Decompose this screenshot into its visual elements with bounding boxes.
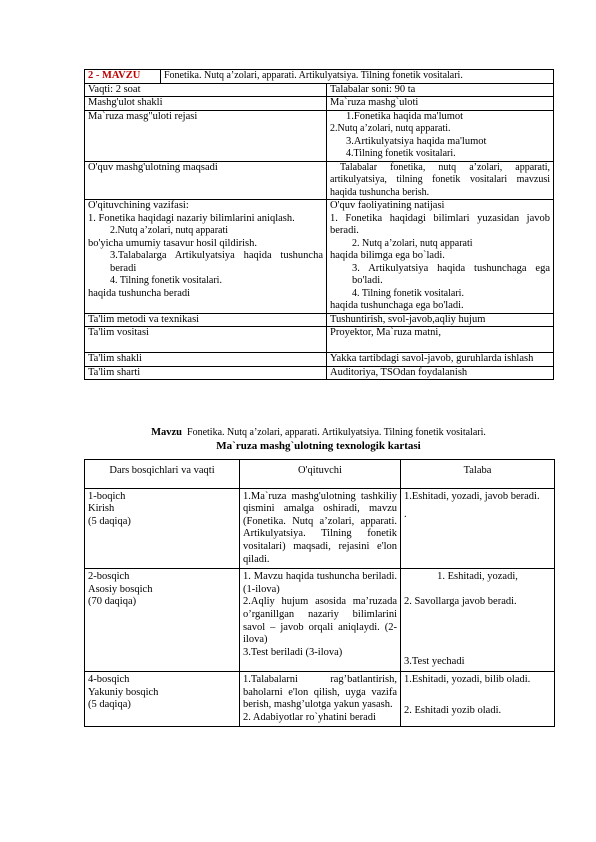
tech-map-row	[85, 569, 555, 672]
plan-item: 3.Artikulyatsiya haqida ma'lumot	[346, 135, 487, 147]
teacher-line: 1.Talabalarni rag’batlantirish, baholarni e'lon qilish, uyga vazifa berish, mashg’ulotga yakun yasash.	[243, 673, 397, 711]
plan-item: 2.Nutq a’zolari, nutq apparati.	[330, 123, 451, 134]
student-line: 1.Eshitadi, yozadi, bilib oladi.	[404, 673, 531, 685]
teacher-task-cont: haqida tushuncha beradi	[88, 287, 191, 299]
form-row	[85, 97, 554, 111]
teacher-tasks-heading: O'qituvchining vazifasi:	[88, 200, 189, 211]
stage-cell	[85, 671, 240, 726]
result-item-cont: haqida tushunchaga ega bo'ladi.	[330, 300, 464, 311]
goal-value: Talabalar fonetika, nutq a’zolari, apparati, artikulyatsiya, tilning fonetik vositalari mavzusi haqida tushuncha berish.	[327, 161, 554, 200]
lesson-info-table	[84, 69, 554, 380]
conditions-value: Auditoriya, TSOdan foydalanish	[327, 366, 554, 380]
teacher-line: 3.Test beriladi (3-ilova)	[243, 646, 343, 658]
form-value: Ma`ruza mashg`uloti	[327, 97, 554, 111]
shape-label: Ta'lim shakli	[85, 353, 327, 367]
caption-prefix: Mavzu	[151, 427, 183, 438]
teacher-task: 2.Nutq a’zolari, nutq apparati	[110, 225, 229, 236]
plan-label: Ma`ruza masg"uloti rejasi	[85, 110, 327, 161]
teacher-tasks	[85, 200, 327, 314]
tech-map-title: Ma`ruza mashg`ulotning texnologik kartasi	[216, 440, 421, 452]
student-line: 2. Savollarga javob beradi.	[404, 595, 517, 607]
time-row	[85, 83, 554, 97]
learning-results	[327, 200, 554, 314]
stage-line: 4-bosqich	[88, 673, 130, 685]
student-cell	[401, 671, 555, 726]
topic-row	[85, 70, 554, 84]
student-line: 2. Eshitadi yozib oladi.	[404, 704, 502, 716]
teacher-task: 1. Fonetika haqidagi nazariy bilimlarini aniqlash.	[88, 212, 295, 224]
tech-map-row	[85, 488, 555, 569]
stage-line: 2-bosqich	[88, 571, 130, 583]
methods-row	[85, 313, 554, 327]
shape-value: Yakka tartibdagi savol-javob, guruhlarda ishlash	[327, 353, 554, 367]
teacher-line: 1. Mavzu haqida tushuncha beriladi. (1-ilova)	[243, 571, 397, 595]
students-cell: Talabalar soni: 90 ta	[327, 83, 554, 97]
student-line: .	[404, 509, 407, 521]
topic-title: Fonetika. Nutq a’zolari, apparati. Artikulyatsiya. Tilning fonetik vositalari.	[161, 70, 554, 84]
header-teacher: O'qituvchi	[240, 460, 401, 489]
topic-caption	[84, 427, 553, 438]
conditions-label: Ta'lim sharti	[85, 366, 327, 380]
teacher-cell: 1.Ma`ruza mashg'ulotning tashkiliy qismini amalga oshiradi, mavzu (Fonetika. Nutq a’zolari, apparati. Artikulyatsiya. Tilning fonetik vositalari) maqsadi, rejasini e'lon qiladi.	[240, 488, 401, 569]
plan-row	[85, 110, 554, 161]
stage-line: (5 daqiqa)	[88, 699, 131, 711]
plan-item: 1.Fonetika haqida ma'lumot	[346, 110, 464, 122]
teacher-task: 4. Tilning fonetik vositalari.	[110, 275, 222, 286]
stage-line: (5 daqiqa)	[88, 515, 131, 527]
tools-value: Proyektor, Ma`ruza matni,	[327, 327, 554, 353]
student-cell	[401, 569, 555, 672]
tools-row	[85, 327, 554, 353]
teacher-task: 3.Talabalarga Artikulyatsiya haqida tushuncha beradi	[110, 250, 323, 274]
stage-line: Yakuniy bosqich	[88, 686, 159, 698]
plan-item: 4.Tilning fonetik vositalari.	[346, 148, 456, 159]
caption-text: Fonetika. Nutq a’zolari, apparati. Artikulyatsiya. Tilning fonetik vositalari.	[187, 427, 486, 438]
tech-map-row	[85, 671, 555, 726]
plan-list	[327, 110, 554, 161]
stage-line: (70 daqiqa)	[88, 596, 137, 608]
result-item: 4. Tilning fonetik vositalari.	[352, 287, 464, 299]
time-cell: Vaqti: 2 soat	[85, 83, 327, 97]
result-item-cont: haqida bilimga ega bo`ladi.	[330, 250, 445, 261]
topic-label: 2 - MAVZU	[85, 70, 161, 84]
stage-cell	[85, 569, 240, 672]
teacher-cell	[240, 569, 401, 672]
teacher-cell	[240, 671, 401, 726]
tools-label: Ta'lim vositasi	[85, 327, 327, 353]
result-item: 2. Nutq a’zolari, nutq apparati	[352, 237, 473, 249]
methods-value: Tushuntirish, svol-javob,aqliy hujum	[327, 313, 554, 327]
goal-label: O'quv mashg'ulotning maqsadi	[85, 161, 327, 200]
stage-cell	[85, 488, 240, 569]
tech-map-header-row	[85, 460, 555, 489]
teacher-task-cont: bo'yicha umumiy tasavur hosil qildirish.	[88, 237, 257, 249]
teacher-line: 2. Adabiyotlar ro`yhatini beradi	[243, 711, 376, 723]
goal-row	[85, 161, 554, 200]
header-student: Talaba	[401, 460, 555, 489]
student-line: 1.Eshitadi, yozadi, javob beradi.	[404, 490, 540, 502]
result-item: 3. Artikulyatsiya haqida tushunchaga ega bo'ladi.	[352, 262, 550, 286]
tech-map-table	[84, 459, 555, 727]
stage-line: 1-boqich	[88, 490, 126, 502]
teacher-line: 2.Aqliy hujum asosida ma’ruzada o’rganillgan nazariy bilimlarini savol – javob orqali aniqlaydi. (2-ilova)	[243, 596, 397, 646]
methods-label: Ta'lim metodi va texnikasi	[85, 313, 327, 327]
stage-line: Asosiy bosqich	[88, 583, 153, 595]
student-line: 3.Test yechadi	[404, 656, 465, 668]
student-line: 1. Eshitadi, yozadi,	[437, 571, 518, 583]
form-label: Mashg'ulot shakli	[85, 97, 327, 111]
conditions-row	[85, 366, 554, 380]
stage-line: Kirish	[88, 503, 115, 515]
header-stage: Dars bosqichlari va vaqti	[85, 460, 240, 489]
tasks-results-row	[85, 200, 554, 314]
results-heading: O'quv faoliyatining natijasi	[330, 200, 445, 211]
result-item: 1. Fonetika haqidagi bilimlari yuzasidan javob beradi.	[330, 212, 550, 236]
student-cell	[401, 488, 555, 569]
shape-row	[85, 353, 554, 367]
